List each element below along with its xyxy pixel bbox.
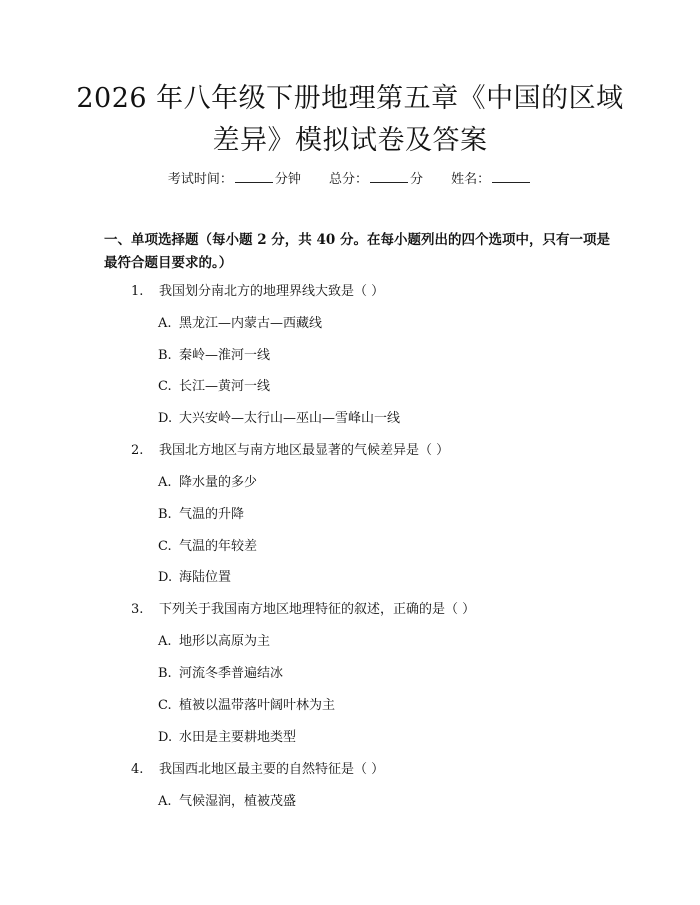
option-letter: D. xyxy=(158,730,173,745)
option-letter: A. xyxy=(158,634,172,649)
option-text: 地形以高原为主 xyxy=(179,634,271,649)
option-text: 海陆位置 xyxy=(179,570,232,585)
question-text: 我国划分南北方的地理界线大致是（ ） xyxy=(159,284,385,299)
exam-time-label: 考试时间： xyxy=(167,172,233,187)
exam-time-unit: 分钟 xyxy=(274,172,301,187)
total-score-label: 总分： xyxy=(328,172,368,187)
option-letter: C. xyxy=(158,698,172,713)
question-1-option-b xyxy=(158,346,270,366)
section-heading: 一、单项选择题（每小题 2 分，共 40 分。在每小题列出的四个选项中，只有一项是最符合题目要求的。） xyxy=(104,232,610,271)
option-text: 黑龙江—内蒙古—西藏线 xyxy=(179,316,323,331)
option-text: 长江—黄河一线 xyxy=(179,379,271,394)
question-4-option-a xyxy=(158,792,296,812)
exam-title-line-2: 差异》模拟试卷及答案 xyxy=(212,125,488,156)
question-3 xyxy=(131,600,475,620)
total-score-field xyxy=(329,170,423,190)
question-2-option-d xyxy=(158,568,231,588)
option-letter: B. xyxy=(158,666,172,681)
question-text: 我国西北地区最主要的自然特征是（ ） xyxy=(159,762,385,777)
student-name-field xyxy=(451,170,532,190)
question-1-option-d xyxy=(158,409,400,429)
question-2-option-b xyxy=(158,505,244,525)
question-text: 下列关于我国南方地区地理特征的叙述，正确的是（ ） xyxy=(159,602,476,617)
option-letter: C. xyxy=(158,539,172,554)
option-text: 河流冬季普遍结冰 xyxy=(179,666,284,681)
question-3-option-c xyxy=(158,696,335,716)
question-1-option-a xyxy=(158,314,322,334)
exam-meta-line xyxy=(0,170,700,190)
question-number: 3. xyxy=(131,602,144,617)
student-name-blank xyxy=(492,170,530,183)
exam-time-blank xyxy=(235,170,273,183)
question-number: 2. xyxy=(131,443,144,458)
question-1 xyxy=(131,282,384,302)
option-text: 气温的年较差 xyxy=(179,539,258,554)
option-text: 气温的升降 xyxy=(179,507,245,522)
option-text: 秦岭—淮河一线 xyxy=(179,348,271,363)
option-letter: A. xyxy=(158,316,172,331)
option-letter: A. xyxy=(158,475,172,490)
option-letter: B. xyxy=(158,348,172,363)
question-2-option-c xyxy=(158,537,257,557)
exam-time-field xyxy=(168,170,301,190)
question-3-option-a xyxy=(158,632,270,652)
option-text: 降水量的多少 xyxy=(179,475,258,490)
total-score-unit: 分 xyxy=(410,172,424,187)
option-text: 水田是主要耕地类型 xyxy=(179,730,297,745)
question-1-option-c xyxy=(158,377,270,397)
question-4 xyxy=(131,760,384,780)
option-letter: A. xyxy=(158,794,172,809)
option-letter: B. xyxy=(158,507,172,522)
question-number: 1. xyxy=(131,284,144,299)
option-letter: D. xyxy=(158,570,173,585)
option-letter: C. xyxy=(158,379,172,394)
exam-title-line-1: 2026 年八年级下册地理第五章《中国的区域 xyxy=(76,83,624,114)
option-text: 大兴安岭—太行山—巫山—雪峰山一线 xyxy=(179,411,401,426)
question-3-option-b xyxy=(158,664,283,684)
total-score-blank xyxy=(370,170,408,183)
question-number: 4. xyxy=(131,762,144,777)
question-text: 我国北方地区与南方地区最显著的气候差异是（ ） xyxy=(159,443,450,458)
question-2 xyxy=(131,441,449,461)
option-letter: D. xyxy=(158,411,173,426)
question-2-option-a xyxy=(158,473,257,493)
option-text: 气候湿润，植被茂盛 xyxy=(179,794,297,809)
option-text: 植被以温带落叶阔叶林为主 xyxy=(179,698,336,713)
question-3-option-d xyxy=(158,728,296,748)
student-name-label: 姓名： xyxy=(451,172,491,187)
